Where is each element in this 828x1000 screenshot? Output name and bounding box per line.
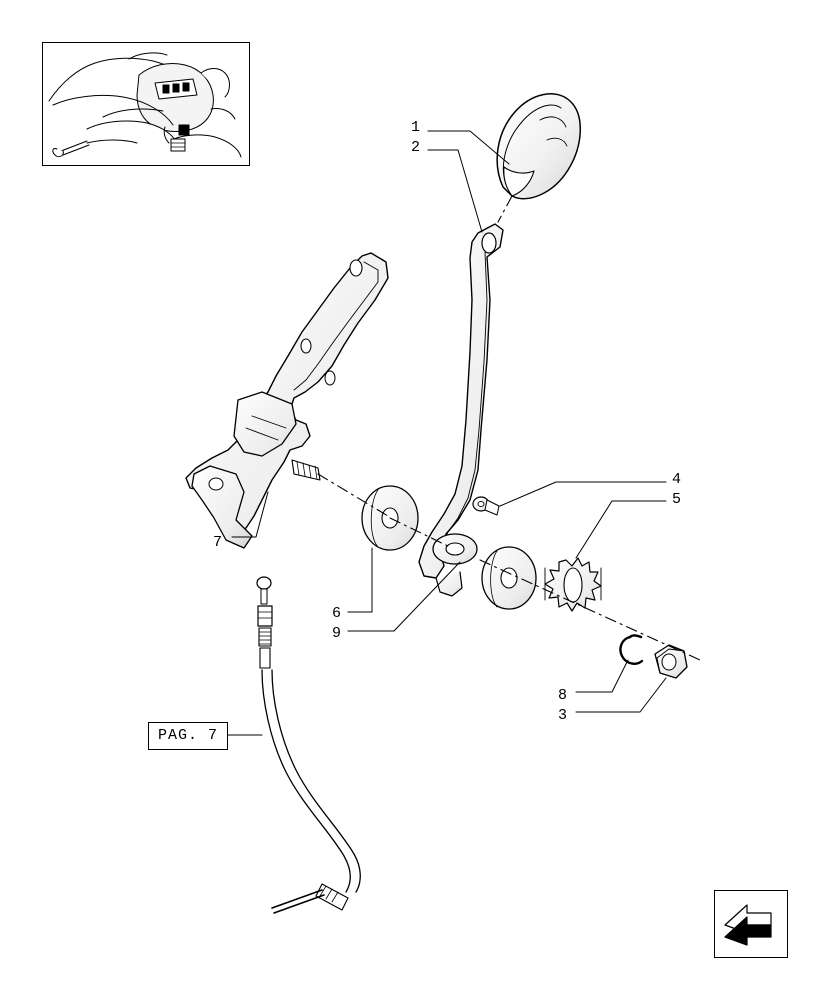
part-knob	[497, 94, 580, 199]
callout-4: 4	[672, 471, 682, 488]
orientation-arrow-box	[714, 890, 788, 958]
callout-5: 5	[672, 491, 682, 508]
page-reference-label[interactable]: PAG. 7	[148, 722, 228, 750]
part-washer-right	[482, 547, 536, 609]
part-bracket-assembly	[186, 253, 388, 551]
machine-context-inset	[42, 42, 250, 166]
part-splined-disc	[545, 558, 601, 611]
inset-artwork	[43, 43, 249, 165]
part-cable-assembly	[257, 577, 360, 913]
part-pivot-bolt	[473, 497, 499, 515]
callout-6: 6	[332, 605, 342, 622]
part-nut	[655, 645, 687, 678]
callout-3: 3	[558, 707, 568, 724]
callout-2: 2	[411, 139, 421, 156]
callout-7: 7	[213, 534, 223, 551]
part-lever-arm	[419, 224, 503, 596]
orientation-arrow-icon	[715, 891, 787, 957]
callout-8: 8	[558, 687, 568, 704]
part-circlip	[620, 636, 642, 664]
callout-9: 9	[332, 625, 342, 642]
callout-1: 1	[411, 119, 421, 136]
